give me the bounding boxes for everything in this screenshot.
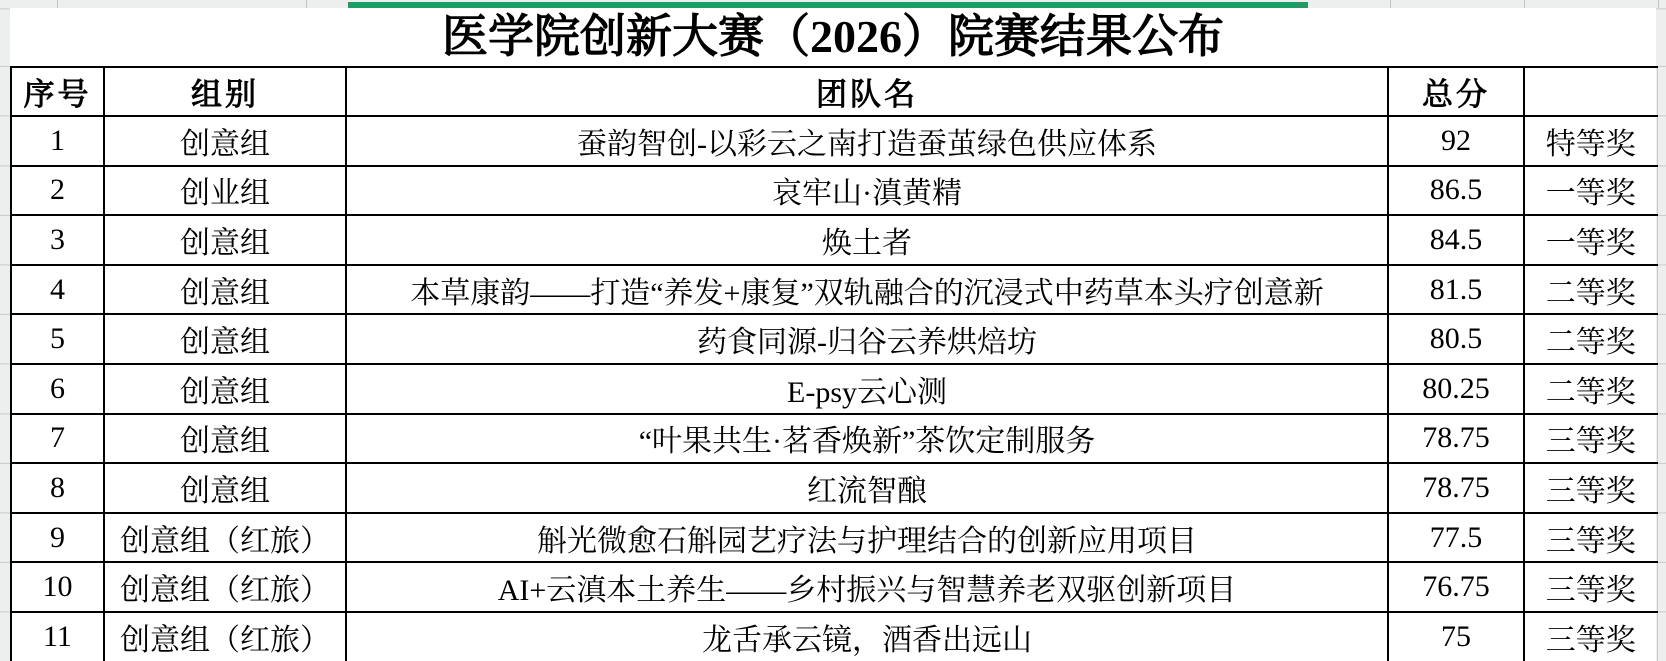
- cell-group[interactable]: 创意组: [104, 265, 346, 315]
- table-row: [11, 116, 1657, 166]
- table-row: [11, 166, 1657, 216]
- cell-rank[interactable]: 11: [11, 612, 104, 661]
- right-gutter: [1656, 8, 1666, 661]
- cell-award[interactable]: 二等奖: [1524, 265, 1657, 315]
- cell-score[interactable]: 78.75: [1388, 414, 1524, 464]
- cell-rank[interactable]: 7: [11, 414, 104, 464]
- title-row[interactable]: [10, 8, 1656, 66]
- header-row: [11, 67, 1657, 116]
- cell-team[interactable]: 焕土者: [346, 215, 1388, 265]
- header-group[interactable]: 组别: [104, 67, 346, 116]
- cell-group[interactable]: 创意组: [104, 116, 346, 166]
- cell-award[interactable]: 三等奖: [1524, 463, 1657, 513]
- cell-award[interactable]: 一等奖: [1524, 215, 1657, 265]
- page-title: 医学院创新大赛（2026）院赛结果公布: [442, 11, 1224, 62]
- cell-award[interactable]: 三等奖: [1524, 513, 1657, 563]
- results-sheet: [10, 8, 1656, 661]
- cell-score[interactable]: 80.5: [1388, 314, 1524, 364]
- cell-group[interactable]: 创意组: [104, 414, 346, 464]
- cell-award[interactable]: 三等奖: [1524, 414, 1657, 464]
- cell-group[interactable]: 创意组（红旅）: [104, 612, 346, 661]
- table-row: [11, 364, 1657, 414]
- cell-score[interactable]: 76.75: [1388, 562, 1524, 612]
- cell-team[interactable]: 本草康韵——打造“养发+康复”双轨融合的沉浸式中药草本头疗创意新: [346, 265, 1388, 315]
- left-gutter: [0, 8, 10, 661]
- cell-group[interactable]: 创意组: [104, 364, 346, 414]
- cell-score[interactable]: 80.25: [1388, 364, 1524, 414]
- cell-rank[interactable]: 9: [11, 513, 104, 563]
- cell-team[interactable]: 斛光微愈石斛园艺疗法与护理结合的创新应用项目: [346, 513, 1388, 563]
- cell-team[interactable]: E-psy云心测: [346, 364, 1388, 414]
- cell-rank[interactable]: 3: [11, 215, 104, 265]
- table-row: [11, 314, 1657, 364]
- cell-award[interactable]: 二等奖: [1524, 314, 1657, 364]
- cell-team[interactable]: 红流智酿: [346, 463, 1388, 513]
- cell-rank[interactable]: 1: [11, 116, 104, 166]
- cell-award[interactable]: 一等奖: [1524, 166, 1657, 216]
- gridline-tick: [1658, 0, 1659, 8]
- header-award[interactable]: [1524, 67, 1657, 116]
- table-row: [11, 463, 1657, 513]
- cell-group[interactable]: 创意组: [104, 314, 346, 364]
- cell-award[interactable]: 二等奖: [1524, 364, 1657, 414]
- gridline-tick: [1390, 0, 1391, 8]
- table-row: [11, 562, 1657, 612]
- cell-rank[interactable]: 2: [11, 166, 104, 216]
- cell-score[interactable]: 92: [1388, 116, 1524, 166]
- gridline-tick: [57, 0, 58, 8]
- header-team[interactable]: 团队名: [346, 67, 1388, 116]
- table-row: [11, 265, 1657, 315]
- cell-group[interactable]: 创意组（红旅）: [104, 513, 346, 563]
- cell-rank[interactable]: 8: [11, 463, 104, 513]
- cell-score[interactable]: 84.5: [1388, 215, 1524, 265]
- cell-score[interactable]: 81.5: [1388, 265, 1524, 315]
- gridline-tick: [306, 0, 307, 8]
- table-row: [11, 414, 1657, 464]
- table-row: [11, 215, 1657, 265]
- cell-rank[interactable]: 5: [11, 314, 104, 364]
- results-table: [10, 66, 1658, 661]
- cell-award[interactable]: 三等奖: [1524, 612, 1657, 661]
- cell-team[interactable]: 蚕韵智创-以彩云之南打造蚕茧绿色供应体系: [346, 116, 1388, 166]
- gridline-tick: [1524, 0, 1525, 8]
- header-rank[interactable]: 序号: [11, 67, 104, 116]
- header-score[interactable]: 总分: [1388, 67, 1524, 116]
- cell-award[interactable]: 三等奖: [1524, 562, 1657, 612]
- cell-score[interactable]: 78.75: [1388, 463, 1524, 513]
- cell-score[interactable]: 75: [1388, 612, 1524, 661]
- cell-group[interactable]: 创意组（红旅）: [104, 562, 346, 612]
- cell-team[interactable]: 药食同源-归谷云养烘焙坊: [346, 314, 1388, 364]
- cell-team[interactable]: 哀牢山·滇黄精: [346, 166, 1388, 216]
- cell-rank[interactable]: 4: [11, 265, 104, 315]
- cell-group[interactable]: 创业组: [104, 166, 346, 216]
- cell-rank[interactable]: 6: [11, 364, 104, 414]
- cell-team[interactable]: “叶果共生·茗香焕新”茶饮定制服务: [346, 414, 1388, 464]
- cell-group[interactable]: 创意组: [104, 215, 346, 265]
- cell-rank[interactable]: 10: [11, 562, 104, 612]
- table-row: [11, 612, 1657, 661]
- table-row: [11, 513, 1657, 563]
- cell-group[interactable]: 创意组: [104, 463, 346, 513]
- cell-team[interactable]: AI+云滇本土养生——乡村振兴与智慧养老双驱创新项目: [346, 562, 1388, 612]
- cell-award[interactable]: 特等奖: [1524, 116, 1657, 166]
- cell-team[interactable]: 龙舌承云镜，酒香出远山: [346, 612, 1388, 661]
- cell-score[interactable]: 86.5: [1388, 166, 1524, 216]
- cell-score[interactable]: 77.5: [1388, 513, 1524, 563]
